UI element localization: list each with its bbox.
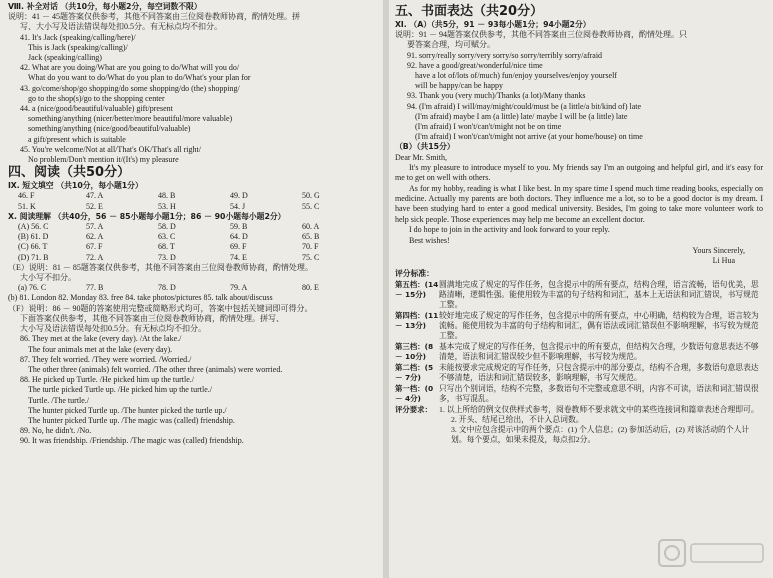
letter-paragraph-1: It's my pleasure to introduce myself to you. My friends say I'm an outgoing and helpful girl, and it's easy for me to get on well with others. [395,162,763,183]
answer-45-line-2: No problem/Don't mention it/(It's) my pleasure [28,155,179,165]
answer-cell: 78. D [158,283,176,293]
grading-heading: 评分标准： [395,268,434,278]
answer-86-line-2: The four animals met at the lake (every day). [28,344,173,354]
left-column [0,0,383,578]
answer-94-line-4: (I'm afraid) I won't/can't/might not arrive (at your home/house) on time [415,132,643,142]
answer-44-line-2: something/anything (nicer/better/more beautiful/more valuable) [28,114,233,124]
answer-cell: 72. A [86,252,104,262]
answer-88-line-4: The hunter picked Turtle up. /The hunter picked the turtle up./ [28,405,227,415]
answer-89: 89. No, he didn't. /No. [20,426,92,436]
grade-text: 圆满地完成了规定的写作任务，包含提示中的所有要点，结构合理，语言流畅，语句优美，思路清晰，逻辑性强。能使用较为丰富的句子结构和词汇，基本上无语法和词汇错误，书写规范工整。 [439,279,759,309]
answer-41-line-1: 41. It's Jack (speaking/calling/here)/ [20,32,136,42]
section10-heading: Ⅹ. 阅读理解 （共40分，56 － 85小题每小题1分；86 － 90小题每小题2分） [8,211,286,221]
answer-42-line-1: 42. What are you doing/What are you going to do/What will you do/ [20,63,240,73]
answer-cell: (D) 71. B [18,252,49,262]
answer-cell: 60. A [302,222,320,232]
answer-88-line-5: The hunter picked Turtle up. /The magic was (called) friendship. [28,415,235,425]
answer-45-line-1: 45. You're welcome/Not at all/That's OK/That's all right/ [20,144,201,154]
answer-41-line-3: Jack (speaking/calling) [28,53,102,63]
answer-row [8,232,377,242]
answer-cell: (A) 56. C [18,222,49,232]
requirement-3: 3. 文中应包含提示中的两个要点：(1) 个人信息；(2) 参加活动后，(2) 对该活动的个人计划。每个要点，如果未提及，每点扣2分。 [451,424,750,444]
answer-92-line-1: 92. have a good/great/wonderful/nice time [407,60,543,70]
answer-87-line-1: 87. They felt worried. /They were worried. /Worried./ [20,354,192,364]
section11a-heading: Ⅺ. （A）（共5分，91 － 93每小题1分；94小题2分） [395,20,591,29]
answer-cell: 73. D [158,252,176,262]
answer-cell: 64. D [230,232,248,242]
section11b-heading: （B）（共15分） [395,142,455,152]
answer-cell: 75. C [302,252,320,262]
answer-87-line-2: The other three (animals) felt worried. /The other three (animals) were worried. [28,364,283,374]
answer-cell: 62. A [86,232,104,242]
grade-row-3 [395,342,763,362]
answer-cell: (a) 76. C [18,283,47,293]
answer-42-line-2: What do you want to do/What do you plan to do/What's your plan for [28,73,251,83]
letter-closing: Yours Sincerely, [692,246,745,256]
letter-wishes: Best wishes! [409,235,450,245]
answer-cell: 70. F [302,242,319,252]
section10-note-2: 大小写不扣分。 [20,273,76,283]
answer-cell: (C) 66. T [18,242,48,252]
section9-heading: Ⅸ. 短文填空 （共10分，每小题1分） [8,181,143,191]
answer-cell: 46. F [18,191,35,201]
letter-paragraph-2: As for my hobby, reading is what I like best. In my spare time I spend much time reading books, especially on medicine. Actually my parents are both doctors. They influence me a lot, so to be a good doctor is my dream. I have been studying hard to enter a good medical university. Besides, I'm going to take more volunteer work to help sick people. Those experiences may help me become an excellent doctor. [395,183,763,224]
answer-row [8,242,377,252]
answer-90: 90. It was friendship. /Friendship. /The magic was (called) friendship. [20,436,244,446]
answer-cell: 54. J [230,201,246,211]
letter-salutation: Dear Mr. Smith, [395,152,447,162]
answer-94-line-1: 94. (I'm afraid) I will/may/might/could/must be (a little/a bit/kind of) late [407,101,642,111]
requirement-2: 2. 开头、结尾已给出，不计入总词数。 [451,414,584,424]
answer-cell: 51. K [18,201,36,211]
grade-text: 较好地完成了规定的写作任务，包含提示中的所有要点，中心明确，结构较为合理，语言较为流畅。能使用较为丰富的句子结构和词汇，偶有语法或词汇错误但不影响理解，书写较为规范工整。 [439,310,759,340]
answer-cell: 59. B [230,222,248,232]
answer-cell: 69. F [230,242,247,252]
answer-44-line-3: something/anything (nice/good/beautiful/valuable) [28,124,191,134]
answer-row [8,222,377,232]
requirement-1: 1. 以上所给的例文仅供样式参考，阅卷教师不要求就文中的某些连接词和篇章表述合理即可。 [439,404,759,414]
letter-paragraph-3: I do hope to join in the activity and look forward to your reply. [409,225,610,235]
answer-cell: 47. A [86,191,104,201]
answer-cell: 79. A [230,283,248,293]
answer-43-line-2: go to the shop(s)/go to the shopping center [28,93,165,103]
answer-43-line-1: 43. go/come/shop/go shopping/do some shopping/do (the) shopping/ [20,83,240,93]
answer-cell: 65. B [302,232,320,242]
answer-cell: 48. B [158,191,176,201]
grade-label: 第四档：(11 － 13分) [395,310,439,330]
answer-cell: 57. A [86,222,104,232]
grade-row-4 [395,311,763,341]
grade-label: 第三档：(8 － 10分) [395,341,434,361]
answer-cell: 77. B [86,283,104,293]
answer-cell: 74. E [230,252,247,262]
answer-cell: 55. C [302,201,320,211]
section8-heading: Ⅷ. 补全对话 （共10分，每小题2分，每空词数不限） [8,2,202,11]
answer-cell: 50. G [302,191,320,201]
answer-row [8,283,377,293]
answer-cell: 52. E [86,201,103,211]
watermark-logo [657,536,767,570]
answer-44-line-4: a gift/present which is suitable [28,134,126,144]
requirements-label: 评分要求： [395,404,432,414]
grade-label: 第五档：(14 － 15分) [395,279,439,299]
section-f-note-1: （F）说明：86 － 90题的答案使用完整或简略形式均可，答案中包括关键词即可得分。 [8,303,313,313]
answer-cell: 53. H [158,201,176,211]
section10-note-1: （E）说明：81 － 85题答案仅供参考，其他不同答案由三位阅卷教师协商，酌情处理。 [8,262,313,272]
right-column [389,0,773,578]
grade-row-2 [395,363,763,383]
answer-41-line-2: This is Jack (speaking/calling)/ [28,42,128,52]
answer-81-85: (b) 81. London 82. Monday 83. free 84. take photos/pictures 85. talk about/discuss [8,293,273,303]
answer-cell: 67. F [86,242,103,252]
grade-text: 未能按要求完成规定的写作任务，只包含提示中的部分要点，结构不合理，多数语句意思表达不够清楚，语法和词汇错误较多，影响理解，书写欠规范。 [439,362,759,382]
section5-title: 五、书面表达（共20分） [395,4,544,19]
section8-note-2: 写、大小写及语法错误每处扣0.5分。有无标点均不扣分。 [20,22,222,32]
requirements-row [395,405,763,415]
grade-row-1 [395,384,763,404]
answer-cell: (B) 61. D [18,232,49,242]
answer-86-line-1: 86. They met at the lake (every day). /At the lake./ [20,334,182,344]
answer-row [8,202,377,212]
answer-92-line-2: have a lot of/lots of/much) fun/enjoy yourselves/enjoy yourself [415,71,617,81]
answer-cell: 58. D [158,222,176,232]
answer-cell: 63. C [158,232,176,242]
answer-88-line-1: 88. He picked up Turtle. /He picked him up the turtle./ [20,375,194,385]
answer-44-line-1: 44. a (nice/good/beautiful/valuable) gift/present [20,104,173,114]
section8-note-1: 说明：41 － 45题答案仅供参考，其他不同答案由三位阅卷教师协商，酌情处理。拼 [8,12,300,22]
answer-88-line-3: Turtle. /The turtle./ [28,395,90,405]
section11a-note-1: 说明：91 － 94题答案仅供参考，其他不同答案由三位阅卷教师协商，酌情处理。只 [395,30,687,40]
section-f-note-2: 下面答案仅供参考，其他不同答案由三位阅卷教师协商，酌情处理。拼写、 [20,313,284,323]
answer-92-line-3: will be happy/can be happy [415,81,503,91]
answer-91: 91. sorry/really sorry/very sorry/so sorry/terribly sorry/afraid [407,50,603,60]
grade-label: 第二档：(5 － 7分) [395,362,434,382]
answer-88-line-2: The turtle picked Turtle up. /He picked him up the turtle./ [28,385,212,395]
answer-cell: 80. E [302,283,319,293]
answer-94-line-3: (I'm afraid) I won't/can't/might not be on time [415,122,562,132]
answer-cell: 49. D [230,191,248,201]
grade-text: 基本完成了规定的写作任务，包含提示中的所有要点，但结构欠合理，少数语句意思表达不够清楚，语法和词汇错误较少但不影响理解，书写较为规范。 [439,341,759,361]
section-f-note-3: 大小写及语法错误每处扣0.5分。有无标点均不扣分。 [20,324,206,334]
answer-row [8,191,377,201]
grade-row-5 [395,280,763,310]
answer-row [8,253,377,263]
letter-signature: Li Hua [712,256,735,266]
section4-title: 四、阅读（共50分） [8,165,131,181]
grade-label: 第一档：(0 － 4分) [395,383,434,403]
answer-94-line-2: (I'm afraid) maybe I am (a little) late/ maybe I will be (a little) late [415,111,628,121]
answer-cell: 68. T [158,242,175,252]
answer-93: 93. Thank you (very much)/Thanks (a lot)/Many thanks [407,91,586,101]
section11a-note-2: 要答案合理，均可赋分。 [407,40,495,50]
grade-text: 只写出个别词语，结构不完整，多数语句不完整或意思不明，内容不可读，语法和词汇错误很多，书写混乱。 [439,383,759,403]
